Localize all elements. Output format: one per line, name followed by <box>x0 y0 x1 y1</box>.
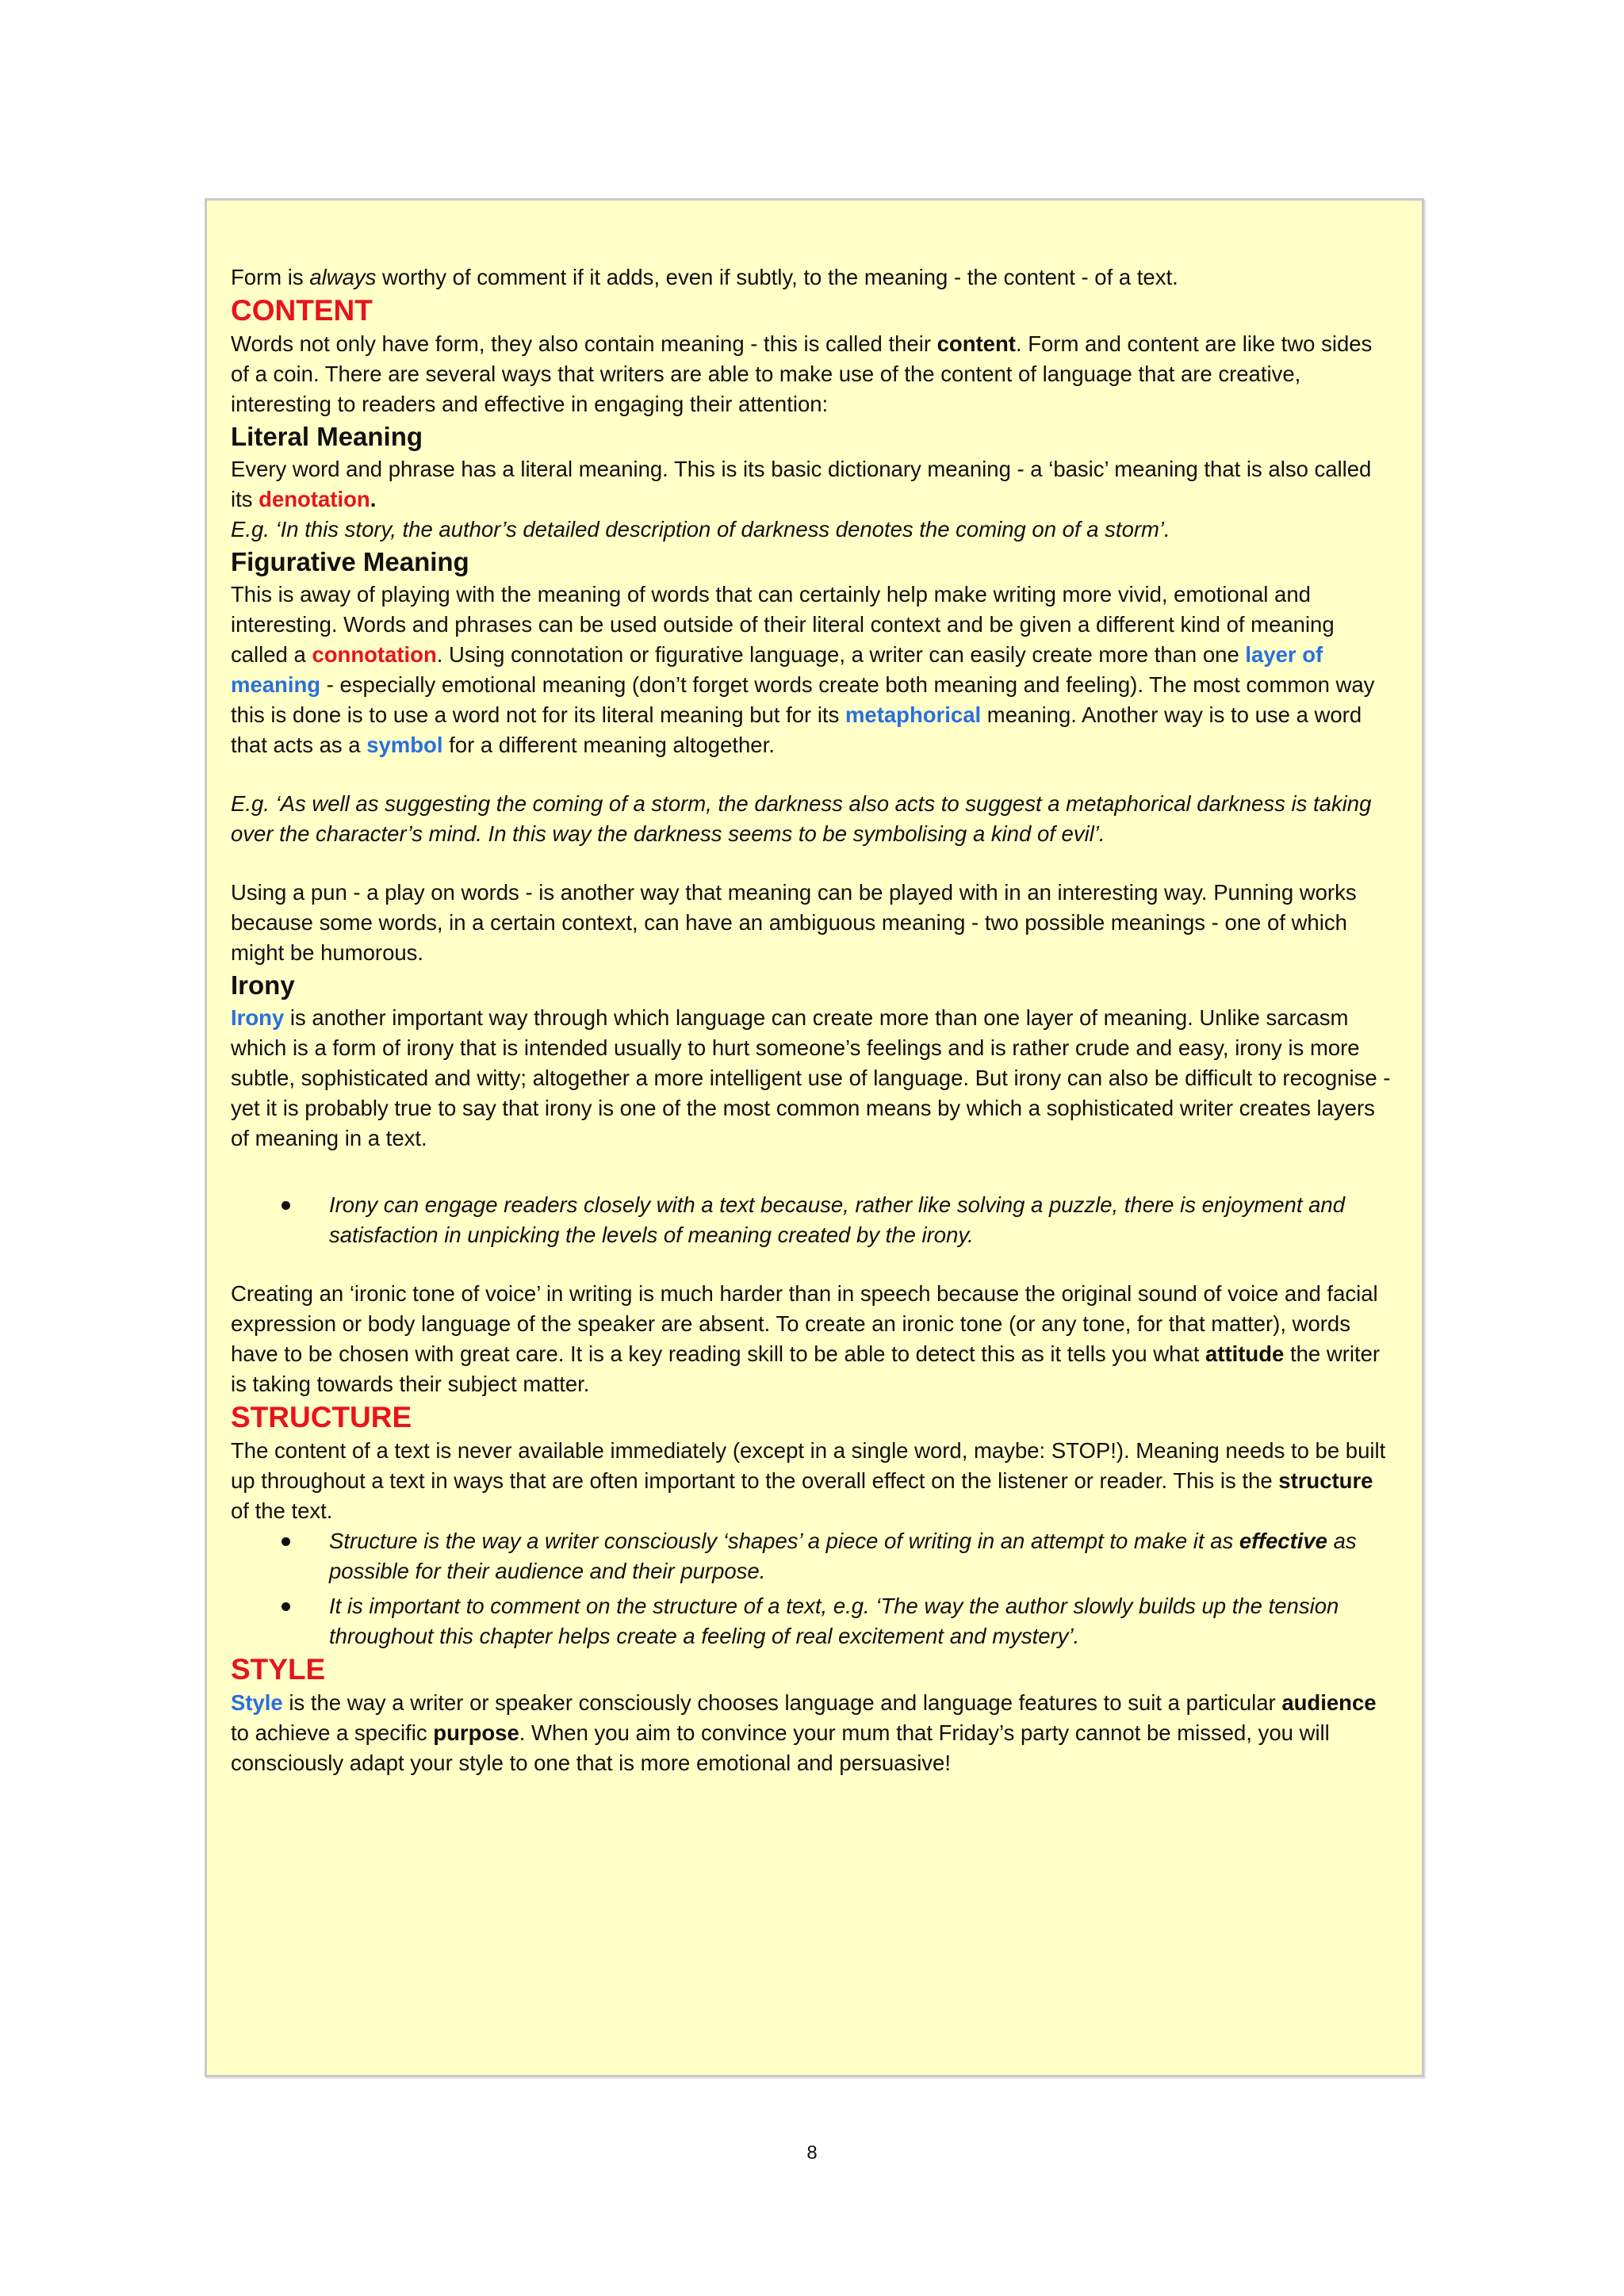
irony-paragraph: Irony is another important way through which language can create more than one layer of meaning. Unlike sarcasm which is a form of irony that is intended usually to hurt someone’s feelings and is rather crude and easy, irony is more subtle, sophisticated and witty; altogether a more intelligent use of language. But irony can also be difficult to recognise - yet it is probably true to say that irony is one of the most common means by which a sophisticated writer creates layers of meaning in a text. <box>231 1005 1391 1150</box>
structure-bullet-1: Structure is the way a writer consciously ‘shapes’ a piece of writing in an attempt to make it as effective as possible for their audience and their purpose. <box>231 1526 1395 1586</box>
irony-bullet-list <box>231 1190 1395 1250</box>
content-heading: CONTENT <box>231 294 373 327</box>
literal-example: E.g. ‘In this story, the author’s detailed description of darkness denotes the coming on of a storm’. <box>231 517 1170 541</box>
literal-heading: Literal Meaning <box>231 422 423 451</box>
structure-paragraph: The content of a text is never available immediately (except in a single word, maybe: STOP!). Meaning needs to be built up throughout a text in ways that are often important to the overall effect on the listener or reader. This is the structure of the text. <box>231 1438 1386 1523</box>
irony-bullet: Irony can engage readers closely with a text because, rather like solving a puzzle, there is enjoyment and satisfaction in unpicking the levels of meaning created by the irony. <box>231 1190 1395 1250</box>
structure-heading: STRUCTURE <box>231 1401 412 1433</box>
style-heading: STYLE <box>231 1653 326 1686</box>
content-paragraph: Words not only have form, they also contain meaning - this is called their content. Form and content are like two sides of a coin. There are several ways that writers are able to make use of the content of language that are creative, interesting to readers and effective in engaging their attention: <box>231 331 1373 416</box>
structure-bullet-list <box>231 1526 1395 1651</box>
content-box <box>205 198 1424 2077</box>
style-paragraph: Style is the way a writer or speaker consciously chooses language and language features to suit a particular audience to achieve a specific purpose. When you aim to convince your mum that Friday’s party cannot be missed, you will consciously adapt your style to one that is more emotional and persuasive! <box>231 1690 1377 1775</box>
figurative-paragraph: This is away of playing with the meaning of words that can certainly help make writing more vivid, emotional and interesting. Words and phrases can be used outside of their literal context and be given a different kind of meaning called a connotation. Using connotation or figurative language, a writer can easily create more than one layer of meaning - especially emotional meaning (don’t forget words create both meaning and feeling). The most common way this is done is to use a word not for its literal meaning but for its metaphorical meaning. Another way is to use a word that acts as a symbol for a different meaning altogether. <box>231 582 1375 757</box>
literal-paragraph: Every word and phrase has a literal meaning. This is its basic dictionary meaning - a ‘basic’ meaning that is also called its denotation. <box>231 457 1372 511</box>
structure-bullet-2: It is important to comment on the structure of a text, e.g. ‘The way the author slowly builds up the tension throughout this chapter helps create a feeling of real excitement and mystery’. <box>231 1591 1395 1651</box>
irony-tone-paragraph: Creating an ‘ironic tone of voice’ in writing is much harder than in speech because the original sound of voice and facial expression or body language of the speaker are absent. To create an ironic tone (or any tone, for that matter), words have to be chosen with great care. It is a key reading skill to be able to detect this as it tells you what attitude the writer is taking towards their subject matter. <box>231 1281 1381 1396</box>
figurative-heading: Figurative Meaning <box>231 547 469 576</box>
irony-heading: Irony <box>231 970 295 1000</box>
figurative-example: E.g. ‘As well as suggesting the coming of a storm, the darkness also acts to suggest a metaphorical darkness is taking over the character’s mind. In this way the darkness seems to be symbolising a kind of evil’. <box>231 791 1372 846</box>
intro-paragraph: Form is always worthy of comment if it adds, even if subtly, to the meaning - the content - of a text. <box>231 265 1178 289</box>
pun-paragraph: Using a pun - a play on words - is another way that meaning can be played with in an interesting way. Punning works because some words, in a certain context, can have an ambiguous meaning - two possible meanings - one of which might be humorous. <box>231 880 1357 965</box>
page-number: 8 <box>806 2142 818 2164</box>
